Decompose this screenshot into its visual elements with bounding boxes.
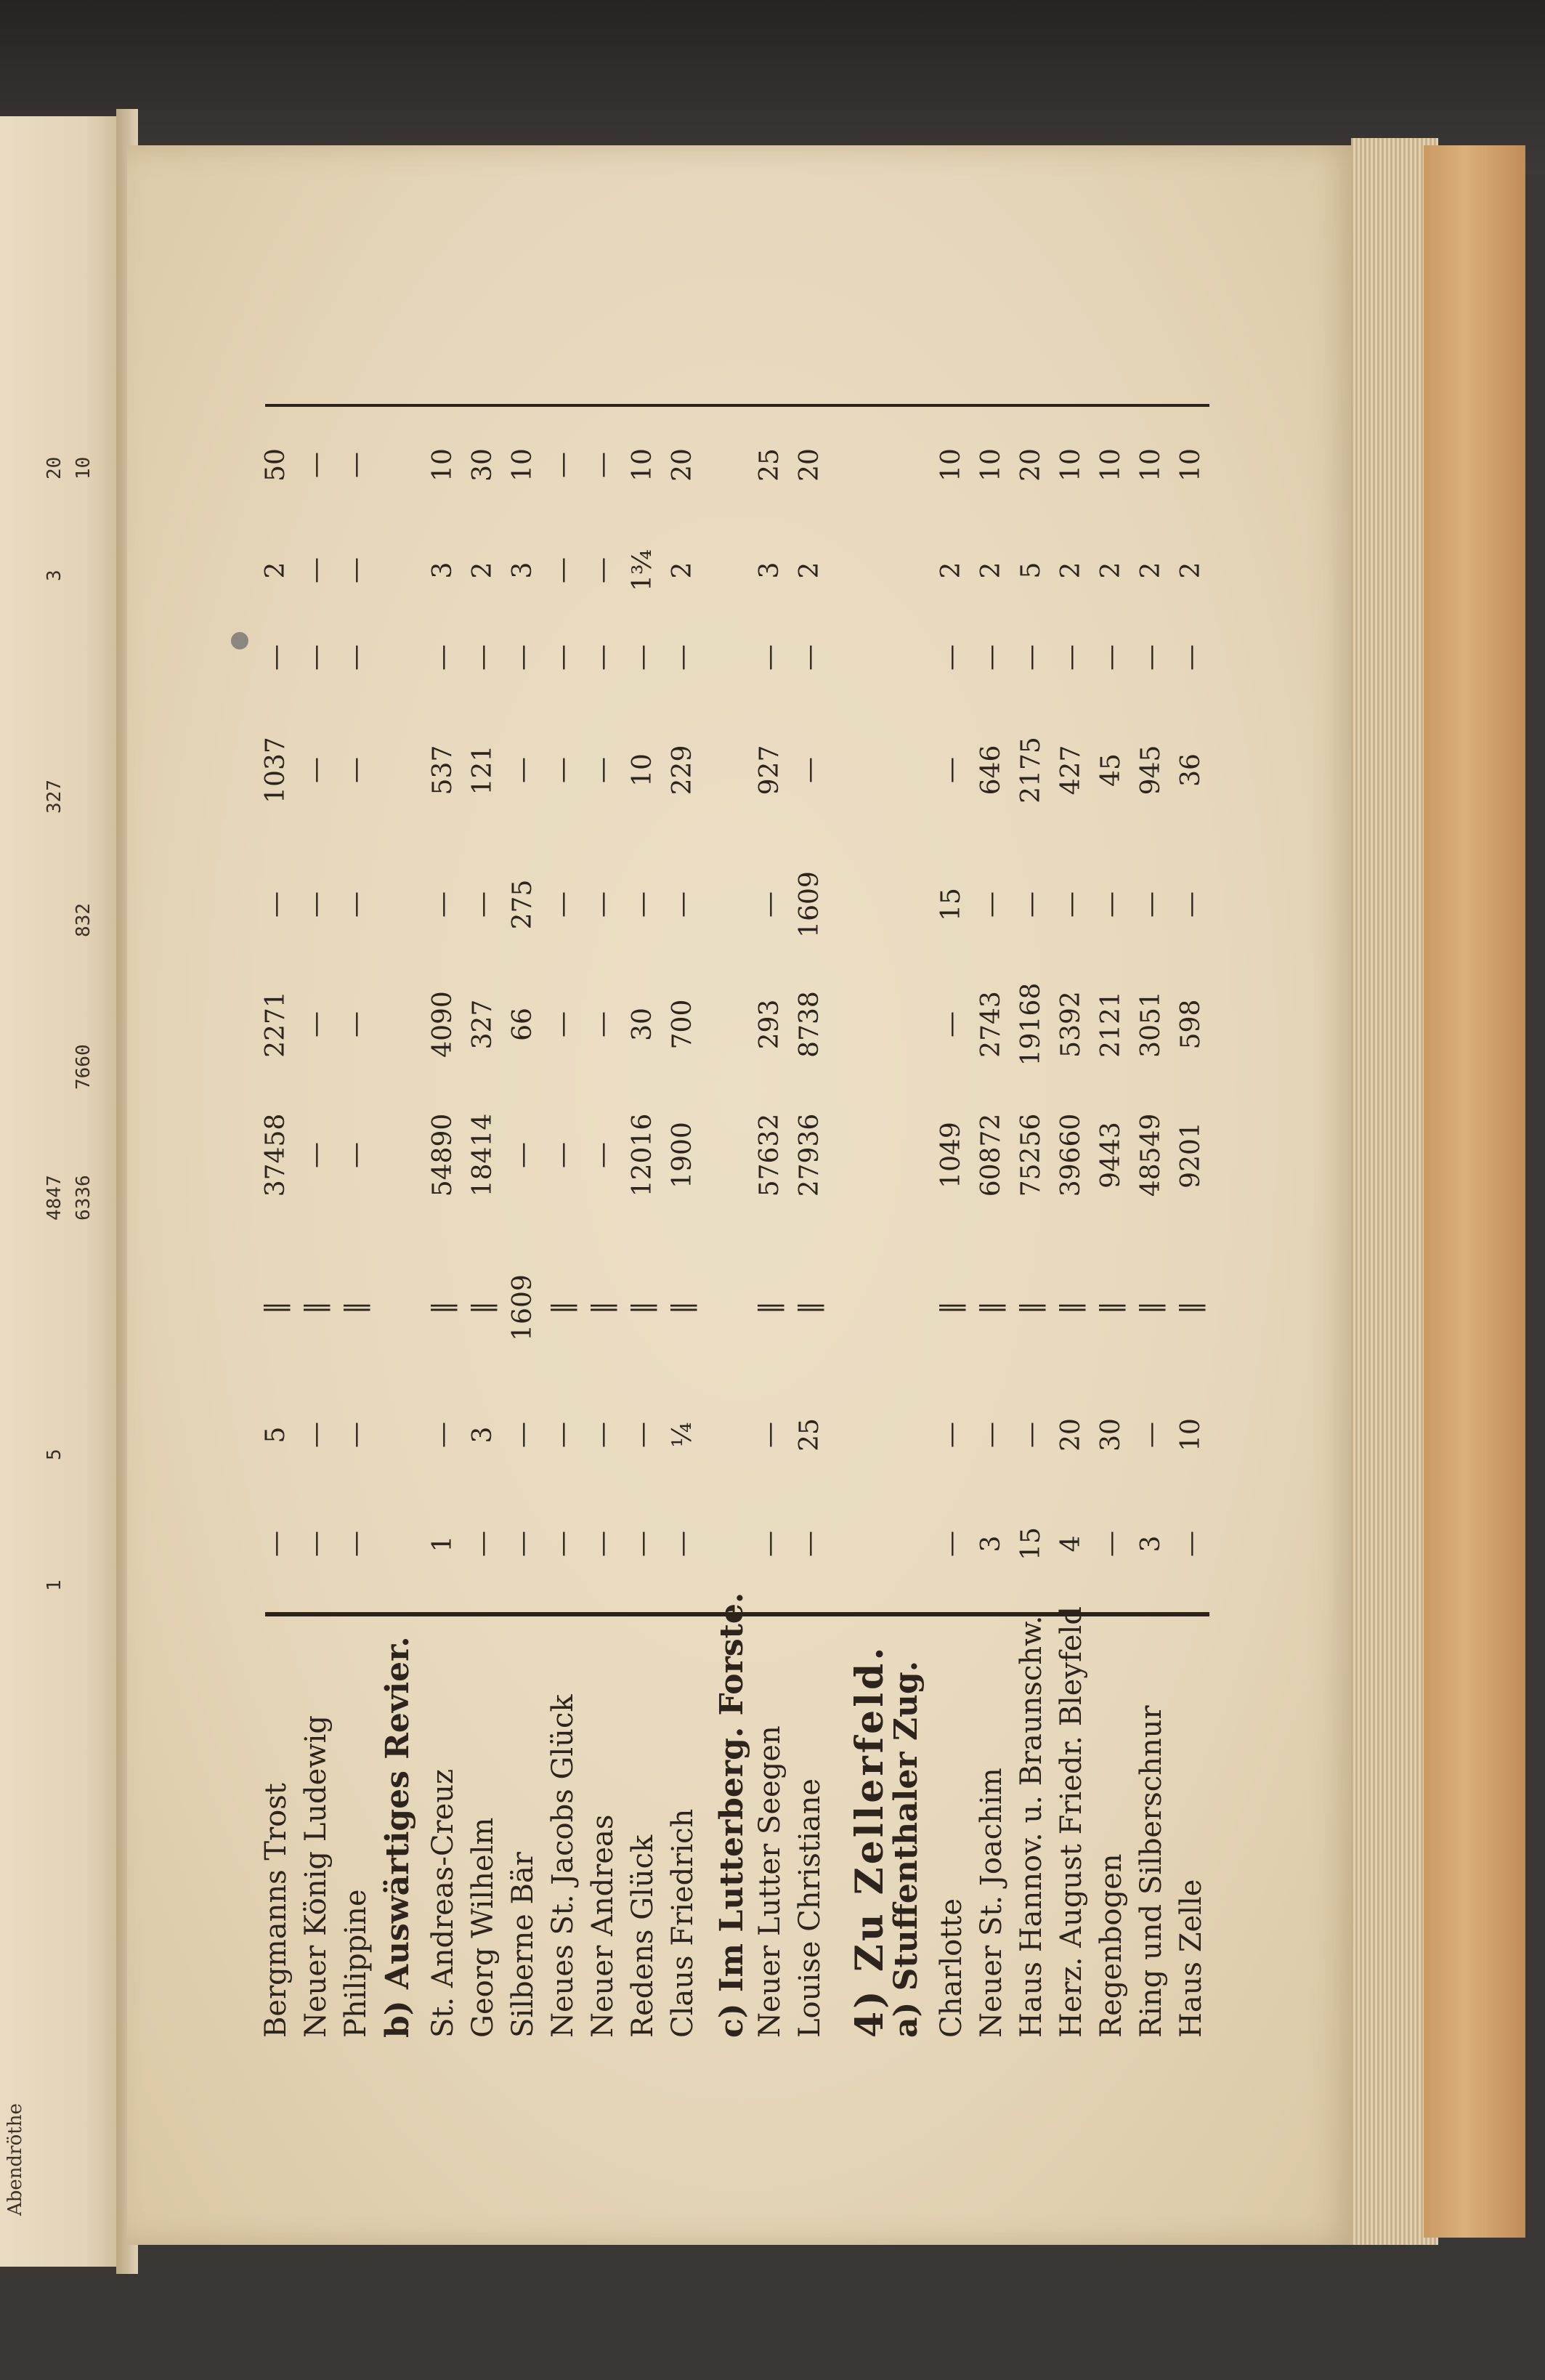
table-cell-c6: 45 <box>1096 753 1126 787</box>
row-label: Haus Zelle <box>1175 1879 1208 2038</box>
left-page-number: 4847 <box>44 1175 65 1221</box>
table-cell-c6: 945 <box>1136 745 1166 796</box>
table-row <box>973 243 1013 2052</box>
table-cell-c0: — <box>668 1531 697 1557</box>
table-cell-c2: ‖ <box>301 1301 331 1314</box>
table-cell-c2: ‖ <box>261 1301 291 1314</box>
table-cell-c9: 30 <box>468 448 498 482</box>
book-cover <box>1424 145 1525 2238</box>
table-cell-c2: ‖ <box>628 1301 657 1314</box>
table-cell-c7: — <box>1136 644 1166 671</box>
table-cell-c2: ‖ <box>548 1301 577 1314</box>
table-cell-c7: — <box>548 644 577 671</box>
table-cell-c4: 66 <box>508 1008 538 1041</box>
table-cell-c2: ‖ <box>668 1301 697 1314</box>
table-row <box>1013 243 1053 2052</box>
table-cell-c3: 1900 <box>668 1122 697 1189</box>
row-label: 4) Zu Zellerfeld. <box>848 1644 892 2038</box>
table-cell-c7: — <box>628 644 657 671</box>
table-cell-c5: — <box>548 891 577 918</box>
table-cell-c5: — <box>341 891 370 918</box>
table-cell-c7: — <box>976 644 1006 671</box>
table-cell-c0: — <box>1176 1531 1206 1557</box>
table-cell-c2: ‖ <box>1136 1301 1166 1314</box>
row-label: St. Andreas-Creuz <box>426 1768 460 2038</box>
table-cell-c3: 9201 <box>1176 1122 1206 1189</box>
table-cell-c0: — <box>341 1531 370 1557</box>
table-cell-c0: — <box>548 1531 577 1557</box>
table-cell-c7: — <box>1176 644 1206 671</box>
table-cell-c5: — <box>1056 891 1086 918</box>
table-cell-c8: 2 <box>795 562 824 579</box>
table-cell-c7: — <box>261 644 291 671</box>
table-cell-c4: 30 <box>628 1008 657 1041</box>
table-cell-c9: 10 <box>428 448 458 482</box>
table-cell-c8: 1¾ <box>628 549 657 591</box>
table-cell-c6: 10 <box>628 753 657 787</box>
row-label: Herz. August Friedr. Bleyfeld <box>1055 1606 1088 2038</box>
table-cell-c6: 427 <box>1056 745 1086 796</box>
ink-blot <box>231 632 248 649</box>
table-cell-c9: 10 <box>1096 448 1126 482</box>
row-label: Claus Friedrich <box>666 1808 699 2038</box>
row-label: Neuer Andreas <box>586 1814 620 2038</box>
table-row <box>425 243 464 2052</box>
table-cell-c6: 927 <box>755 745 784 796</box>
table-cell-c4: 19168 <box>1016 982 1046 1066</box>
table-cell-c6: — <box>936 757 966 783</box>
row-label: c) Im Lutterberg. Forste. <box>713 1592 750 2038</box>
table-cell-c1: — <box>548 1422 577 1448</box>
table-cell-c2: ‖ <box>755 1301 784 1314</box>
table-cell-c7: — <box>428 644 458 671</box>
left-page <box>0 116 123 2267</box>
table-cell-c4: — <box>936 1011 966 1037</box>
left-page-number: 327 <box>44 780 65 814</box>
row-label: Neues St. Jacobs Glück <box>546 1694 580 2038</box>
table-cell-c7: — <box>301 644 331 671</box>
table-cell-c3: — <box>508 1142 538 1168</box>
table-cell-c0: — <box>468 1531 498 1557</box>
table-cell-c8: 2 <box>1136 562 1166 579</box>
table-cell-c2: ‖ <box>1016 1301 1046 1314</box>
table-cell-c0: — <box>755 1531 784 1557</box>
table-cell-c0: 3 <box>976 1535 1006 1553</box>
table-cell-c0: — <box>261 1531 291 1557</box>
table-cell-c1: — <box>936 1422 966 1448</box>
row-label: Bergmanns Trost <box>259 1783 293 2038</box>
table-cell-c2: 1609 <box>508 1274 538 1341</box>
table-cell-c6: — <box>508 757 538 783</box>
row-label: Louise Christiane <box>793 1778 827 2038</box>
table-cell-c5: 1609 <box>795 871 824 938</box>
table-cell-c5: — <box>468 891 498 918</box>
table-cell-c4: — <box>588 1011 617 1037</box>
table-cell-c3: 75256 <box>1016 1113 1046 1197</box>
table-cell-c4: 4090 <box>428 991 458 1058</box>
row-label: Georg Wilhelm <box>466 1817 500 2038</box>
table-cell-c3: 37458 <box>261 1113 291 1197</box>
table-section-heading <box>846 243 892 2052</box>
table-cell-c4: 700 <box>668 999 697 1050</box>
table-section-heading <box>712 243 751 2052</box>
table-cell-c9: 25 <box>755 448 784 482</box>
table-cell-c0: 4 <box>1056 1535 1086 1553</box>
table-cell-c1: — <box>755 1422 784 1448</box>
table-cell-c6: — <box>301 757 331 783</box>
table-cell-c7: — <box>468 644 498 671</box>
table-cell-c6: — <box>795 757 824 783</box>
table-row <box>298 243 337 2052</box>
table-cell-c4: 3051 <box>1136 991 1166 1058</box>
table-cell-c9: 20 <box>1016 448 1046 482</box>
table-cell-c1: 3 <box>468 1426 498 1444</box>
table-cell-c8: — <box>301 557 331 583</box>
table-cell-c3: — <box>548 1142 577 1168</box>
row-label: Regenbogen <box>1095 1853 1128 2038</box>
table-section-heading <box>886 243 925 2052</box>
table-row <box>625 243 664 2052</box>
table-cell-c4: 293 <box>755 999 784 1050</box>
table-cell-c9: 10 <box>628 448 657 482</box>
table-cell-c8: 2 <box>668 562 697 579</box>
row-label: Charlotte <box>935 1898 968 2038</box>
table-row <box>465 243 504 2052</box>
left-page-number: 1 <box>44 1579 65 1591</box>
table-cell-c6: 537 <box>428 745 458 796</box>
table-cell-c2: ‖ <box>936 1301 966 1314</box>
table-cell-c4: 8738 <box>795 991 824 1058</box>
table-cell-c6: — <box>341 757 370 783</box>
table-cell-c4: 598 <box>1176 999 1206 1050</box>
table-cell-c0: 15 <box>1016 1527 1046 1561</box>
table-cell-c5: 15 <box>936 888 966 921</box>
table-cell-c0: 3 <box>1136 1535 1166 1553</box>
table-cell-c1: — <box>588 1422 617 1448</box>
table-cell-c5: — <box>976 891 1006 918</box>
table-row <box>338 243 377 2052</box>
table-cell-c7: — <box>936 644 966 671</box>
table-cell-c5: — <box>628 891 657 918</box>
left-page-number: 832 <box>73 903 94 937</box>
table-cell-c7: — <box>508 644 538 671</box>
table-cell-c2: ‖ <box>341 1301 370 1314</box>
table-row <box>792 243 831 2052</box>
table-cell-c1: ¼ <box>668 1422 697 1448</box>
table-cell-c9: 50 <box>261 448 291 482</box>
left-page-number: 7660 <box>73 1044 94 1090</box>
table-cell-c7: — <box>341 644 370 671</box>
table-row <box>258 243 297 2052</box>
table-cell-c9: — <box>588 452 617 478</box>
table-cell-c7: — <box>755 644 784 671</box>
table-cell-c8: — <box>548 557 577 583</box>
table-cell-c5: — <box>1176 891 1206 918</box>
table-cell-c3: — <box>341 1142 370 1168</box>
table-row <box>585 243 624 2052</box>
table-cell-c7: — <box>588 644 617 671</box>
table-cell-c9: — <box>341 452 370 478</box>
table-row <box>665 243 704 2052</box>
row-label: b) Auswärtiges Revier. <box>379 1636 416 2038</box>
table-cell-c8: — <box>341 557 370 583</box>
table-row <box>1093 243 1132 2052</box>
table-cell-c4: — <box>548 1011 577 1037</box>
table-cell-c8: 2 <box>1176 562 1206 579</box>
table-cell-c4: 327 <box>468 999 498 1050</box>
table-cell-c6: 646 <box>976 745 1006 796</box>
left-page-number: 10 <box>73 456 94 479</box>
row-label: Haus Hannov. u. Braunschw. <box>1015 1615 1048 2038</box>
table-cell-c1: — <box>508 1422 538 1448</box>
row-label: Neuer St. Joachim <box>975 1768 1008 2038</box>
table-cell-c1: — <box>341 1422 370 1448</box>
table-cell-c1: 10 <box>1176 1418 1206 1452</box>
table-cell-c5: — <box>1136 891 1166 918</box>
table-cell-c0: — <box>628 1531 657 1557</box>
table-cell-c2: ‖ <box>795 1301 824 1314</box>
table-cell-c2: ‖ <box>976 1301 1006 1314</box>
table-cell-c6: — <box>588 757 617 783</box>
table-cell-c6: 229 <box>668 745 697 796</box>
table-cell-c3: 18414 <box>468 1113 498 1197</box>
table-cell-c2: ‖ <box>588 1301 617 1314</box>
table-section-heading <box>378 243 417 2052</box>
row-label: Neuer Lutter Seegen <box>753 1725 787 2038</box>
row-label: Philippine <box>339 1889 373 2038</box>
table-row <box>505 243 544 2052</box>
row-label: a) Stuffenthaler Zug. <box>888 1660 925 2038</box>
table-cell-c3: 54890 <box>428 1113 458 1197</box>
table-row <box>752 243 791 2052</box>
left-page-caption: Abendröthe <box>4 2103 26 2216</box>
table-cell-c0: — <box>508 1531 538 1557</box>
table-cell-c3: — <box>588 1142 617 1168</box>
table-cell-c7: — <box>668 644 697 671</box>
table-cell-c8: 2 <box>468 562 498 579</box>
table-cell-c0: — <box>795 1531 824 1557</box>
table-cell-c9: — <box>548 452 577 478</box>
row-label: Neuer König Ludewig <box>299 1715 333 2038</box>
row-label: Silberne Bär <box>506 1852 540 2038</box>
table-cell-c5: 275 <box>508 879 538 930</box>
table-cell-c7: — <box>1096 644 1126 671</box>
table-cell-c0: — <box>1096 1531 1126 1557</box>
table-cell-c8: 2 <box>936 562 966 579</box>
table-cell-c4: 5392 <box>1056 991 1086 1058</box>
table-cell-c1: 25 <box>795 1418 824 1452</box>
table-cell-c1: — <box>1136 1422 1166 1448</box>
table-cell-c9: 10 <box>1176 448 1206 482</box>
table-cell-c3: 12016 <box>628 1113 657 1197</box>
table-cell-c8: — <box>588 557 617 583</box>
table-cell-c9: 10 <box>936 448 966 482</box>
table-cell-c5: — <box>755 891 784 918</box>
table-cell-c3: 48549 <box>1136 1113 1166 1197</box>
table-cell-c4: — <box>341 1011 370 1037</box>
table-cell-c2: ‖ <box>468 1301 498 1314</box>
table-cell-c1: — <box>428 1422 458 1448</box>
table-cell-c1: 30 <box>1096 1418 1126 1452</box>
table-cell-c3: 9443 <box>1096 1122 1126 1189</box>
table-cell-c5: — <box>1096 891 1126 918</box>
table-cell-c8: 5 <box>1016 562 1046 579</box>
table-cell-c1: — <box>301 1422 331 1448</box>
table-cell-c3: 57632 <box>755 1113 784 1197</box>
table-cell-c3: — <box>301 1142 331 1168</box>
table-cell-c5: — <box>261 891 291 918</box>
table-cell-c4: 2271 <box>261 991 291 1058</box>
left-page-number: 6336 <box>73 1175 94 1221</box>
table-cell-c5: — <box>668 891 697 918</box>
table-cell-c7: — <box>1016 644 1046 671</box>
table-cell-c3: 1049 <box>936 1122 966 1189</box>
table-cell-c9: 10 <box>508 448 538 482</box>
table-cell-c6: 36 <box>1176 753 1206 787</box>
table-cell-c9: 10 <box>1056 448 1086 482</box>
table-cell-c1: — <box>976 1422 1006 1448</box>
table-cell-c8: 3 <box>428 562 458 579</box>
table-cell-c9: 10 <box>1136 448 1166 482</box>
table-cell-c2: ‖ <box>1056 1301 1086 1314</box>
table-cell-c3: 27936 <box>795 1113 824 1197</box>
table-row <box>1133 243 1172 2052</box>
table-cell-c0: — <box>588 1531 617 1557</box>
table-cell-c8: 2 <box>1056 562 1086 579</box>
table-cell-c6: 1037 <box>261 737 291 804</box>
table-cell-c5: — <box>1016 891 1046 918</box>
row-label: Redens Glück <box>626 1834 660 2038</box>
table-cell-c7: — <box>795 644 824 671</box>
table-cell-c1: 20 <box>1056 1418 1086 1452</box>
table-cell-c0: 1 <box>428 1535 458 1553</box>
table-cell-c5: — <box>428 891 458 918</box>
table-cell-c9: 20 <box>795 448 824 482</box>
table-row <box>545 243 584 2052</box>
table-cell-c9: 20 <box>668 448 697 482</box>
table-cell-c6: — <box>548 757 577 783</box>
table-row <box>1053 243 1092 2052</box>
table-cell-c8: 2 <box>261 562 291 579</box>
table-cell-c2: ‖ <box>1176 1301 1206 1314</box>
mining-table <box>258 243 1217 2052</box>
table-cell-c2: ‖ <box>1096 1301 1126 1314</box>
left-page-number: 3 <box>44 570 65 581</box>
table-cell-c8: 3 <box>755 562 784 579</box>
table-cell-c5: — <box>301 891 331 918</box>
row-label: Ring und Silberschnur <box>1135 1705 1168 2038</box>
table-cell-c2: ‖ <box>428 1301 458 1314</box>
table-cell-c8: 2 <box>976 562 1006 579</box>
table-cell-c6: 121 <box>468 745 498 796</box>
table-cell-c0: — <box>936 1531 966 1557</box>
table-cell-c8: 2 <box>1096 562 1126 579</box>
table-row <box>1173 243 1212 2052</box>
table-cell-c7: — <box>1056 644 1086 671</box>
table-cell-c4: 2743 <box>976 991 1006 1058</box>
table-cell-c3: 39660 <box>1056 1113 1086 1197</box>
table-cell-c4: — <box>301 1011 331 1037</box>
table-row <box>933 243 973 2052</box>
table-cell-c4: 2121 <box>1096 991 1126 1058</box>
table-cell-c0: — <box>301 1531 331 1557</box>
table-cell-c1: 5 <box>261 1426 291 1444</box>
left-page-number: 5 <box>44 1449 65 1460</box>
table-cell-c3: 60872 <box>976 1113 1006 1197</box>
table-cell-c6: 2175 <box>1016 737 1046 804</box>
table-cell-c5: — <box>588 891 617 918</box>
table-cell-c1: — <box>1016 1422 1046 1448</box>
table-cell-c9: 10 <box>976 448 1006 482</box>
table-cell-c8: 3 <box>508 562 538 579</box>
table-cell-c1: — <box>628 1422 657 1448</box>
table-cell-c9: — <box>301 452 331 478</box>
left-page-number: 20 <box>44 456 65 479</box>
